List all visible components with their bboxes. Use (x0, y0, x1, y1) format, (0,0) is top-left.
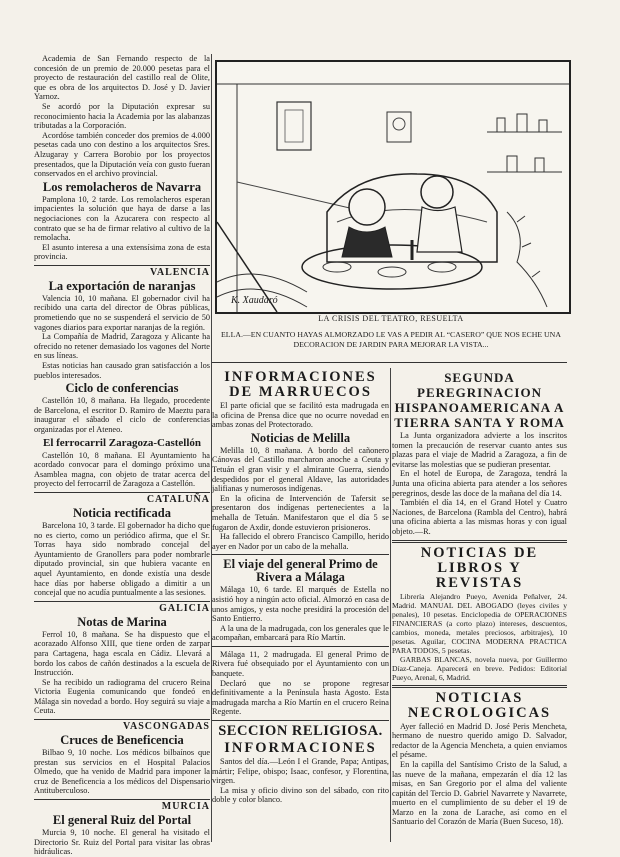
region-galicia: GALICIA (34, 601, 210, 614)
paragraph: Castellón 10, 8 mañana. Ha llegado, procedente de Barcelona, el escritor D. Ramiro de Maeztu para inaugurar el sábado el ciclo de conferencias organizadas por el Ateneo. (34, 396, 210, 434)
paragraph: A la una de la madrugada, con los generales que le acompañan, embarcará para Río Martín. (212, 623, 389, 643)
cartoon-drawing (217, 62, 569, 312)
cartoon-illustration (215, 60, 571, 314)
divider (212, 554, 389, 555)
paragraph: Acordóse también conceder dos premios de 4.000 pesetas cada uno con destino a los arquitectos Sres. Alzugaray y Carrera Borobio por los proyectos presentados, que la Diputación veía con gusto fueran conservados en el archivo provincial. (34, 130, 210, 179)
paragraph: La Compañía de Madrid, Zaragoza y Alicante ha ofrecido no retener demasiado los vagones del Norte en sus líneas. (34, 332, 210, 361)
paragraph: Málaga 11, 2 madrugada. El general Primo de Rivera fué obsequiado por el Ayuntamiento con un banquete. (212, 649, 389, 679)
divider (392, 685, 567, 688)
headline-remolacheros: Los remolacheros de Navarra (42, 179, 202, 194)
paragraph: GARBAS BLANCAS, novela nueva, por Guillermo Díaz-Caneja. Aparecerá en breve. Pedidos: Editorial Pueyo, Arenal, 6, Madrid. (392, 654, 567, 682)
headline-necrologicas: NOTICIAS NECROLOGICAS (407, 689, 552, 721)
cartoon-signature: K. Xaudaró (231, 295, 278, 306)
column-middle (212, 368, 389, 842)
headline-melilla: Noticias de Melilla (250, 430, 351, 445)
paragraph: Librería Alejandro Pueyo, Avenida Peñalver, 24. Madrid. MANUAL DEL ABOGADO (leyes civiles y penales), 10 pesetas. Enciclopedia de OPERACIONES FINANCIERAS (a corto plazo) intereses, descuentos, cambios, moneda, metales preciosos, arbitrajes), 10 pesetas. Aguilar, COCINA MODERNA PRACTICA PARA TODOS, 5 pesetas. (392, 591, 567, 655)
headline-libros: NOTICIAS DE LIBROS Y REVISTAS (420, 544, 539, 591)
paragraph: En el hotel de Europa, de Zaragoza, tendrá la Junta una oficina abierta para atender a los señores peregrinos, desde las doce de la mañana del día 14. (392, 469, 567, 498)
paragraph: Málaga 10, 6 tarde. El marqués de Estella no asistió hoy a ningún acto oficial. Almorzó en casa de unos amigos, y esta noche presidirá la procesión del Santo Entierro. (212, 585, 389, 624)
headline-primo-rivera: El viaje del general Primo de Rivera a Málaga (223, 557, 378, 585)
paragraph: Estas noticias han causado gran satisfacción a los pueblos interesados. (34, 361, 210, 380)
paragraph: Santos del día.—León I el Grande, Papa; Antipas, mártir; Felipe, obispo; Isaac, confesor, y Florentina, virgen. (212, 757, 389, 786)
paragraph: Ferrol 10, 8 mañana. Se ha dispuesto que el acorazado Alfonso XIII, que tiene orden de zarpar para Cartagena, haga escala en Cádiz. Llevará a bordo los cabos de cañón destinados a la escuela de Instrucción. (34, 629, 210, 678)
region-cataluna: CATALUÑA (34, 492, 210, 505)
region-murcia: MURCIA (34, 799, 210, 812)
paragraph: La misa y oficio divino son del sábado, con rito doble y color blanco. (212, 785, 389, 805)
paragraph: Valencia 10, 10 mañana. El gobernador civil ha recibido una carta del director de Obras públicas, prometiendo que no se suspenderá el servicio de 50 vagones diarios para exportar naranjas de la región. (34, 293, 210, 332)
paragraph: Se ha recibido un radiograma del crucero Reina Victoria Eugenia comunicando que fondeó en Málaga sin novedad a bordo. Hoy seguirá su viaje a Ceuta. (34, 677, 210, 716)
paragraph: Declaró que no se propone regresar definitivamente a la Península hasta Agosto. Esta madrugada marcha a Río Martín en el crucero Reina Regente. (212, 678, 389, 717)
headline-naranjas: La exportación de naranjas (48, 278, 196, 293)
paragraph: También el día 14, en el Grand Hotel y Cuatro Naciones, de Barcelona (Rambla del Centro), habrá una oficina abierta a las mismas horas y con igual objeto.—R. (392, 498, 567, 536)
paragraph: El parte oficial que se facilitó esta madrugada en la oficina de Prensa dice que no ocurre novedad en ambas zonas del Protectorado. (212, 401, 389, 430)
paragraph: Ha fallecido el obrero Francisco Campillo, herido ayer en Nador por un cabo de la mehalla. (212, 532, 389, 551)
section-rule (212, 362, 567, 363)
column-left (34, 54, 210, 857)
headline-ferrocarril: El ferrocarril Zaragoza-Castellón (42, 436, 202, 449)
headline-marina: Notas de Marina (77, 614, 167, 629)
divider (392, 540, 567, 543)
region-vascongadas: VASCONGADAS (34, 719, 210, 732)
headline-peregrinacion: SEGUNDA PEREGRINACION HISPANOAMERICANA A TIERRA SANTA Y ROMA (394, 370, 565, 430)
paragraph: Se acordó por la Diputación expresar su reconocimiento hacia la Academia por las alabanzas tributadas a la Corporación. (34, 101, 210, 131)
headline-rectificada: Noticia rectificada (73, 505, 171, 520)
paragraph: En la capilla del Santísimo Cristo de la Salud, a las nueve de la mañana, empezarán el día 12 las misas, en San Gregorio por el alma del valiente capitán del Tercio D. Gabriel Navarrete y Navarrete, muerto en el cumplimiento de su deber el 19 de Marzo en la zona de Larache, así como en el Santuario del Corazón de María (Buen Suceso, 18). (392, 759, 567, 827)
column-right (392, 368, 567, 842)
divider (212, 720, 389, 721)
headline-informaciones: INFORMACIONES (224, 740, 377, 757)
headline-conferencias: Ciclo de conferencias (65, 381, 179, 396)
paragraph: Ayer falleció en Madrid D. José Peris Mencheta, hermano de nuestro querido amigo D. Salvador, redactor de la Agencia Mencheta, a quien enviamos el pésame. (392, 721, 567, 760)
cartoon-caption: ELLA.—EN CUANTO HAYAS ALMORZADO LE VAS A PEDIR AL “CASERO” QUE NOS ECHE UNA DECORACION DE JARDIN PARA MEJORAR LA VISTA... (221, 330, 561, 349)
paragraph: Murcia 9, 10 noche. El general ha visitado el Directorio Sr. Ruiz del Portal para visitar las obras hidráulicas. (34, 828, 210, 857)
paragraph: Castellón 10, 8 mañana. El Ayuntamiento ha acordado convocar para el domingo próximo una Asamblea magna, con objeto de tratar acerca del proyecto del ferrocarril de Zaragoza a Castellón. (34, 450, 210, 489)
column-divider (390, 368, 391, 842)
paragraph: Barcelona 10, 3 tarde. El gobernador ha dicho que no es cierto, como un periódico afirma, que el Sr. Torras haya sido nombrado concejal del Ayuntamiento de Granollers para poder nombrarle diputado provincial, sin que hubiera vacante en aquel Ayuntamiento, en donde existía una desde hace días por haberse obligado a dimitir a un concejal que no acudía puntualmente a las sesiones. (34, 520, 210, 598)
headline-religiosa: SECCION RELIGIOSA. (218, 723, 383, 740)
region-valencia: VALENCIA (34, 265, 210, 278)
headline-ruiz-portal: El general Ruiz del Portal (52, 813, 192, 828)
paragraph: Pamplona 10, 2 tarde. Los remolacheros esperan impacientes la solución que haya de darse a las negociaciones con la Azucarera con respecto al contrato que se ha de firmar relativo al cultivo de la remolacha. (34, 194, 210, 243)
divider (212, 646, 389, 647)
paragraph: Academia de San Fernando respecto de la concesión de un premio de 20.000 pesetas para el proyecto de restauración del castillo real de Olite, que es obra de los arquitectos D. José y D. Javier Yarnoz. (34, 54, 210, 102)
paragraph: El asunto interesa a una extensísima zona de esta provincia. (34, 242, 210, 262)
paragraph: Bilbao 9, 10 noche. Los médicos bilbaínos que prestan sus servicios en el Hospital Palacios Olmedo, que ha venido de Madrid para imponer la cruz de Beneficencia a los médicos del Dispensario Antituberculoso. (34, 748, 210, 796)
paragraph: Melilla 10, 8 mañana. A bordo del cañonero Cánovas del Castillo marcharon anoche a Ceuta y Tetuán el gran visir y el almirante Guerra, siendo despedidos por el general Aldave, las autoridades jalifianas y numerosos indígenas. (212, 445, 389, 494)
paragraph: En la oficina de Intervención de Tafersit se presentaron dos indígenas pertenecientes a la mehalla de Tetuán. Manifestaron que el día 5 se fugaron de Axdir, donde estuvieron prisioneros. (212, 493, 389, 532)
headline-marruecos: INFORMACIONES DE MARRUECOS (224, 369, 377, 400)
cartoon-title: LA CRISIS DEL TEATRO, RESUELTA (318, 314, 464, 323)
paragraph: La Junta organizadora advierte a los inscritos tomen la precaución de reservar cuanto antes sus plazas para el viaje de Madrid a Zaragoza, a fin de evitarse las molestias que se pudieran presentar. (392, 431, 567, 469)
headline-beneficencia: Cruces de Beneficencia (60, 733, 184, 748)
